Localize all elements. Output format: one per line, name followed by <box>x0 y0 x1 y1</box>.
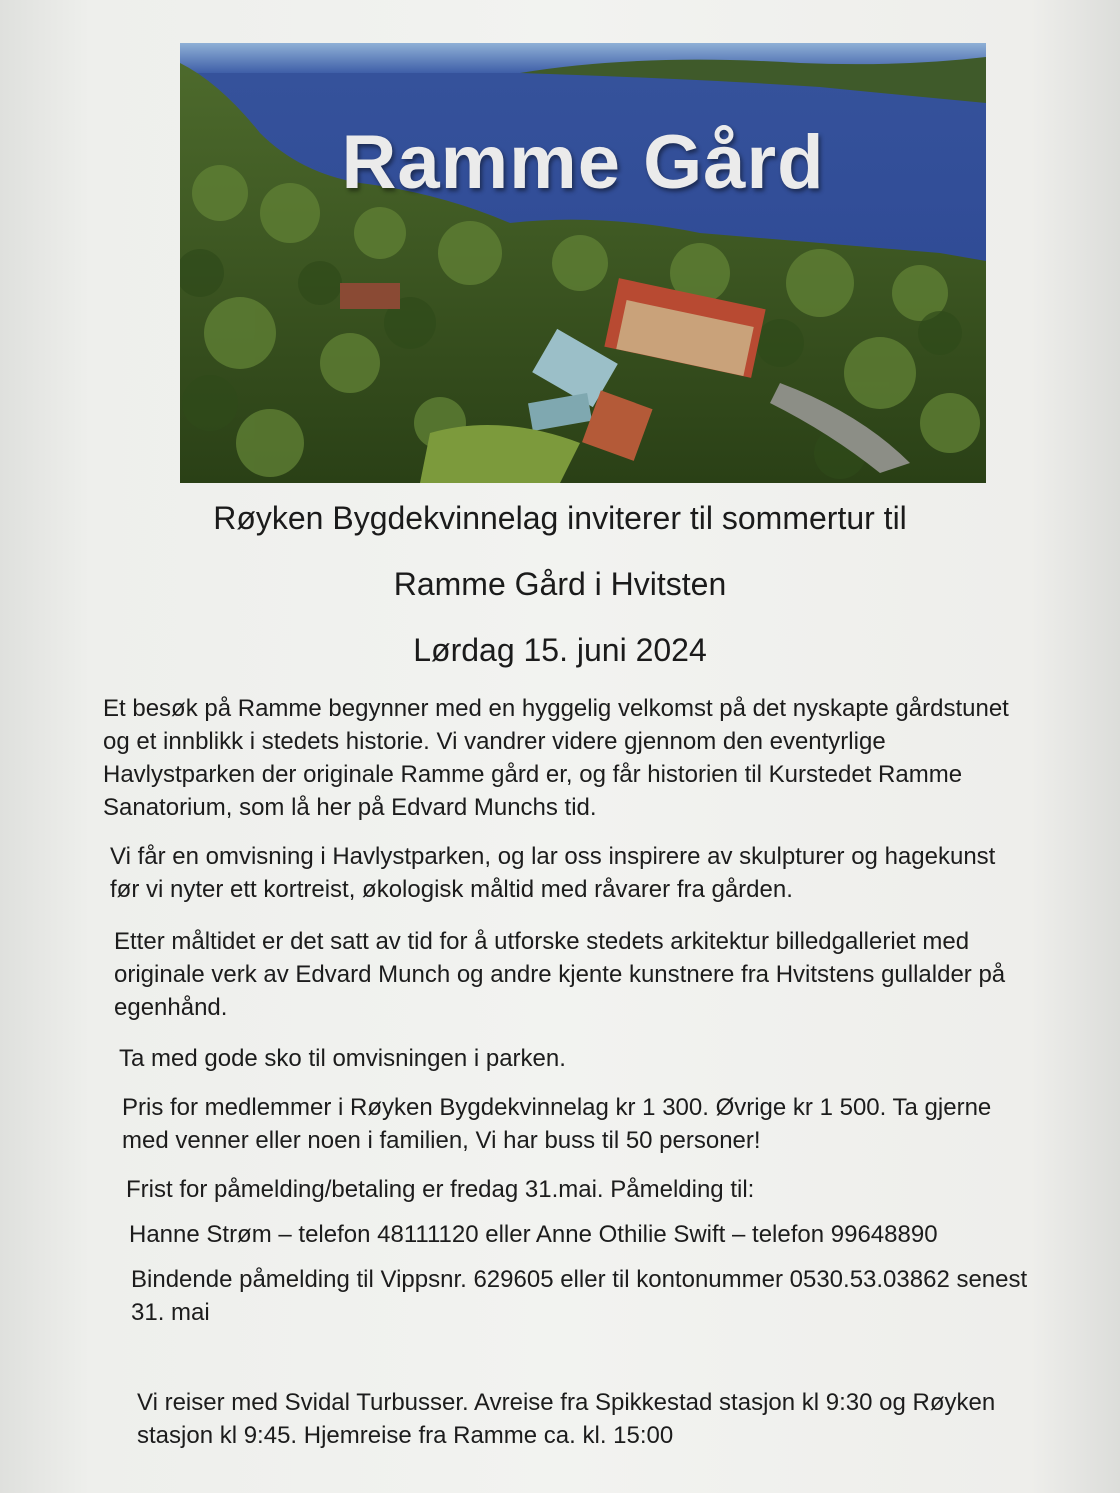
paragraph-payment <box>131 1263 1027 1329</box>
paragraph-deadline <box>126 1173 754 1206</box>
paragraph-shoes <box>119 1042 566 1075</box>
destination-heading: Ramme Gård i Hvitsten <box>393 566 727 602</box>
text-line: før vi nyter ett kortreist, økologisk måltid med råvarer fra gården. <box>110 876 793 903</box>
paragraph-intro <box>103 692 1009 824</box>
aerial-landscape-image <box>180 43 986 483</box>
text-line: stasjon kl 9:45. Hjemreise fra Ramme ca. kl. 15:00 <box>137 1422 674 1449</box>
text-line: Pris for medlemmer i Røyken Bygdekvinnelag kr 1 300. Øvrige kr 1 500. Ta gjerne <box>122 1094 992 1121</box>
date-heading: Lørdag 15. juni 2024 <box>413 632 707 668</box>
text-line: Etter måltidet er det satt av tid for å utforske stedets arkitektur billedgalleriet med <box>114 928 970 955</box>
hero-title: Ramme Gård <box>341 120 825 205</box>
text-line: Frist for påmelding/betaling er fredag 31.mai. Påmelding til: <box>126 1176 755 1203</box>
paragraph-travel <box>137 1386 995 1452</box>
hero-photo <box>180 43 986 483</box>
text-line: Bindende påmelding til Vippsnr. 629605 eller til kontonummer 0530.53.03862 senest <box>131 1266 1028 1293</box>
invitation-heading: Røyken Bygdekvinnelag inviterer til sommertur til <box>213 500 907 536</box>
text-line: Vi får en omvisning i Havlystparken, og lar oss inspirere av skulpturer og hagekunst <box>110 843 996 870</box>
text-line: Havlystparken der originale Ramme gård er, og får historien til Kurstedet Ramme <box>103 761 963 788</box>
text-line: egenhånd. <box>114 994 228 1021</box>
paragraph-tour <box>110 840 995 906</box>
paragraph-price <box>122 1091 991 1157</box>
text-line: Hanne Strøm – telefon 48111120 eller Anne Othilie Swift – telefon 99648890 <box>129 1221 938 1248</box>
paragraph-contacts <box>129 1218 938 1251</box>
text-line: Vi reiser med Svidal Turbusser. Avreise fra Spikkestad stasjon kl 9:30 og Røyken <box>137 1389 996 1416</box>
text-line: Ta med gode sko til omvisningen i parken. <box>119 1045 566 1072</box>
text-line: med venner eller noen i familien, Vi har buss til 50 personer! <box>122 1127 761 1154</box>
text-line: Et besøk på Ramme begynner med en hyggelig velkomst på det nyskapte gårdstunet <box>103 695 1009 722</box>
text-line: Sanatorium, som lå her på Edvard Munchs tid. <box>103 794 597 821</box>
text-line: 31. mai <box>131 1299 210 1326</box>
text-line: originale verk av Edvard Munch og andre kjente kunstnere fra Hvitstens gullalder på <box>114 961 1006 988</box>
text-line: og et innblikk i stedets historie. Vi vandrer videre gjennom den eventyrlige <box>103 728 886 755</box>
paragraph-gallery <box>114 925 1005 1024</box>
